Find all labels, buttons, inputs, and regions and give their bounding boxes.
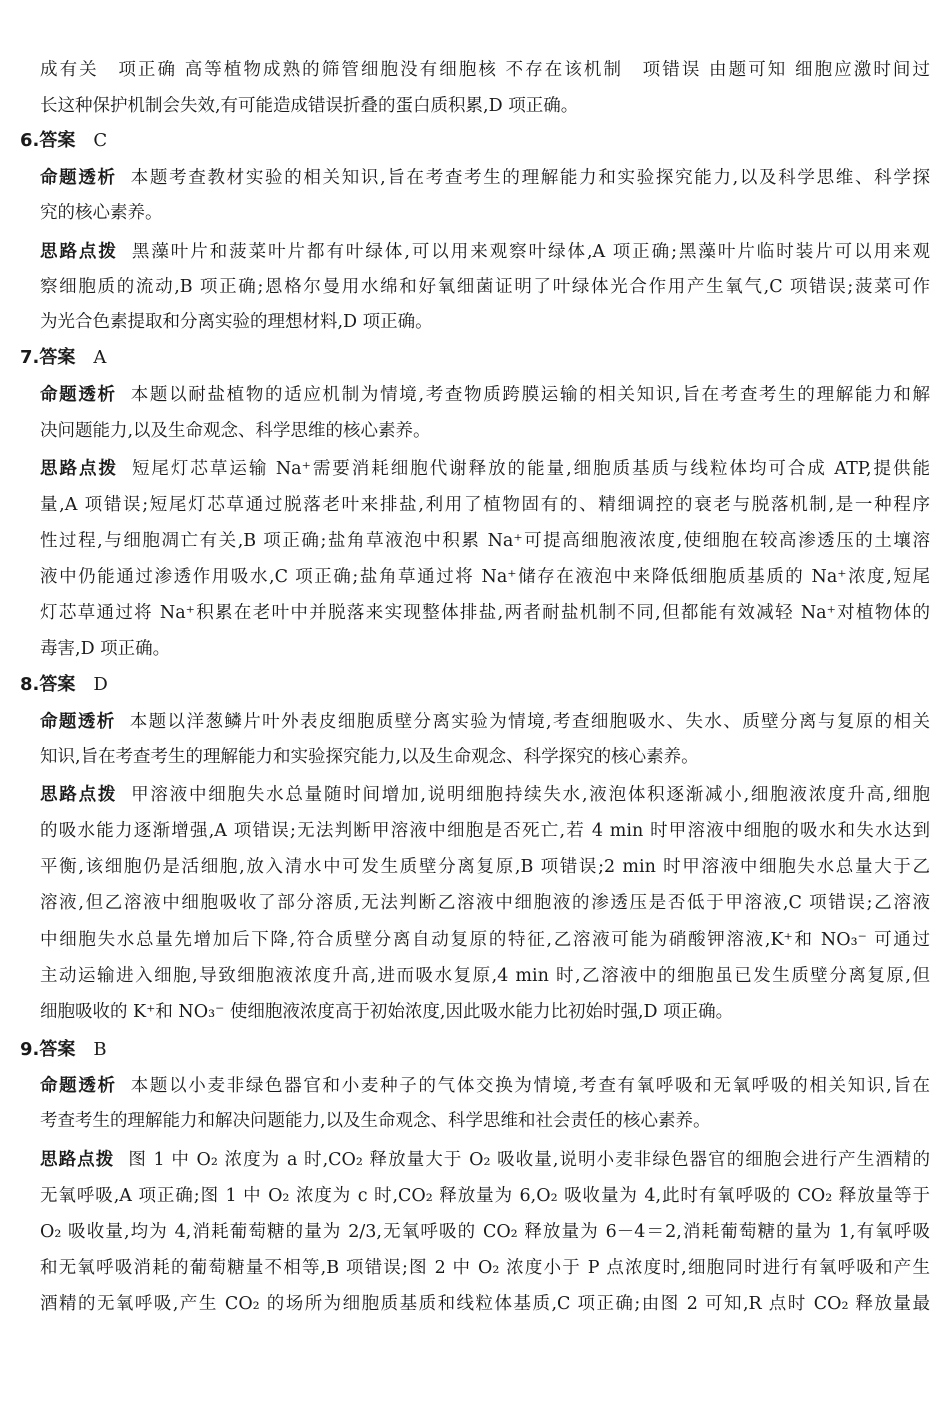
answer-value: B <box>93 1039 107 1060</box>
analysis-text: 本题以洋葱鳞片叶外表皮细胞质壁分离实验为情境,考查细胞吸水、失水、质壁分离与复原的相关 <box>129 712 930 732</box>
question-number: 8. <box>20 674 40 695</box>
hint-line: 为光合色素提取和分离实验的理想材料,D 项正确。 <box>40 312 433 332</box>
answer-value: A <box>93 347 107 368</box>
hint-label: 思路点拨 <box>40 1150 115 1170</box>
answer-label: 答案 <box>39 347 76 368</box>
answer-label: 答案 <box>39 674 76 695</box>
answer-label: 答案 <box>39 130 76 151</box>
hint-line <box>40 240 930 266</box>
analysis-label: 命题透析 <box>40 168 117 188</box>
analysis-label: 命题透析 <box>40 385 117 405</box>
hint-line <box>40 1148 930 1174</box>
hint-line: 酒精的无氧呼吸,产生 CO₂ 的场所为细胞质基质和线粒体基质,C 项正确;由图 2 可知,R 点时 CO₂ 释放量最 <box>40 1294 930 1314</box>
hint-text: 甲溶液中细胞失水总量随时间增加,说明细胞持续失水,液泡体积逐渐减小,细胞液浓度升高,细胞 <box>131 785 930 805</box>
hint-line: 察细胞质的流动,B 项正确;恩格尔曼用水绵和好氧细菌证明了叶绿体光合作用产生氧气,C 项错误;菠菜可作 <box>40 277 930 297</box>
hint-line: 细胞吸收的 K⁺和 NO₃⁻ 使细胞液浓度高于初始浓度,因此吸水能力比初始时强,D 项正确。 <box>40 1002 734 1022</box>
hint-line: 性过程,与细胞凋亡有关,B 项正确;盐角草液泡中积累 Na⁺可提高细胞液浓度,使细胞在较高渗透压的土壤溶 <box>40 531 930 551</box>
analysis-line <box>40 166 930 192</box>
hint-line: 液中仍能通过渗透作用吸水,C 项正确;盐角草通过将 Na⁺储存在液泡中来降低细胞质基质的 Na⁺浓度,短尾 <box>40 567 930 587</box>
hint-label: 思路点拨 <box>40 459 118 479</box>
analysis-label: 命题透析 <box>40 1076 117 1096</box>
hint-line: 无氧呼吸,A 项正确;图 1 中 O₂ 浓度为 c 时,CO₂ 释放量为 6,O₂ 吸收量为 4,此时有氧呼吸的 CO₂ 释放量等于 <box>40 1186 930 1206</box>
hint-line: 中细胞失水总量先增加后下降,符合质壁分离自动复原的特征,乙溶液可能为硝酸钾溶液,K⁺和 NO₃⁻ 可通过 <box>40 930 930 950</box>
hint-line: 溶液,但乙溶液中细胞吸收了部分溶质,无法判断乙溶液中细胞液的渗透压是否低于甲溶液,C 项错误;乙溶液 <box>40 893 930 913</box>
analysis-line: 究的核心素养。 <box>40 203 163 223</box>
question-9-header <box>20 1038 107 1062</box>
answer-label: 答案 <box>39 1039 76 1060</box>
question-number: 9. <box>20 1039 40 1060</box>
hint-line: 主动运输进入细胞,导致细胞液浓度升高,进而吸水复原,4 min 时,乙溶液中的细胞虽已发生质壁分离复原,但 <box>40 966 930 986</box>
question-8-header <box>20 673 108 697</box>
text-line: 成有关 项正确 高等植物成熟的筛管细胞没有细胞核 不存在该机制 项错误 由题可知 细胞应激时间过 <box>40 60 930 80</box>
analysis-line <box>40 1074 930 1100</box>
hint-line: 和无氧呼吸消耗的葡萄糖量不相等,B 项错误;图 2 中 O₂ 浓度小于 P 点浓度时,细胞同时进行有氧呼吸和产生 <box>40 1258 930 1278</box>
analysis-line <box>40 710 930 736</box>
analysis-text: 本题以小麦非绿色器官和小麦种子的气体交换为情境,考查有氧呼吸和无氧呼吸的相关知识,旨在 <box>130 1076 930 1096</box>
analysis-line: 决问题能力,以及生命观念、科学思维的核心素养。 <box>40 421 431 441</box>
analysis-line: 考查考生的理解能力和解决问题能力,以及生命观念、科学思维和社会责任的核心素养。 <box>40 1111 711 1131</box>
question-7-header <box>20 346 106 370</box>
hint-label: 思路点拨 <box>40 242 118 262</box>
analysis-label: 命题透析 <box>40 712 116 732</box>
hint-line: 的吸水能力逐渐增强,A 项错误;无法判断甲溶液中细胞是否死亡,若 4 min 时甲溶液中细胞的吸水和失水达到 <box>40 821 930 841</box>
analysis-line: 知识,旨在考查考生的理解能力和实验探究能力,以及生命观念、科学探究的核心素养。 <box>40 747 699 767</box>
question-number: 6. <box>20 130 40 151</box>
hint-text: 图 1 中 O₂ 浓度为 a 时,CO₂ 释放量大于 O₂ 吸收量,说明小麦非绿色器官的细胞会进行产生酒精的 <box>128 1150 930 1170</box>
hint-text: 短尾灯芯草运输 Na⁺需要消耗细胞代谢释放的能量,细胞质基质与线粒体均可合成 ATP,提供能 <box>131 459 930 479</box>
hint-text: 黑藻叶片和菠菜叶片都有叶绿体,可以用来观察叶绿体,A 项正确;黑藻叶片临时装片可以用来观 <box>131 242 930 262</box>
analysis-text: 本题以耐盐植物的适应机制为情境,考查物质跨膜运输的相关知识,旨在考查考生的理解能力和解 <box>130 385 930 405</box>
hint-line <box>40 783 930 809</box>
hint-line: 平衡,该细胞仍是活细胞,放入清水中可发生质壁分离复原,B 项错误;2 min 时甲溶液中细胞失水总量大于乙 <box>40 857 930 877</box>
analysis-line <box>40 383 930 409</box>
answer-value: D <box>93 674 108 695</box>
question-number: 7. <box>20 347 40 368</box>
answer-value: C <box>93 130 108 151</box>
hint-line: 量,A 项错误;短尾灯芯草通过脱落老叶来排盐,利用了植物固有的、精细调控的衰老与脱落机制,是一种程序 <box>40 495 930 515</box>
question-6-header <box>20 129 107 153</box>
hint-line: O₂ 吸收量,均为 4,消耗葡萄糖的量为 2/3,无氧呼吸的 CO₂ 释放量为 6－4＝2,消耗葡萄糖的量为 1,有氧呼吸 <box>40 1222 930 1242</box>
hint-label: 思路点拨 <box>40 785 118 805</box>
analysis-text: 本题考查教材实验的相关知识,旨在考查考生的理解能力和实验探究能力,以及科学思维、科学探 <box>130 168 930 188</box>
hint-line: 灯芯草通过将 Na⁺积累在老叶中并脱落来实现整体排盐,两者耐盐机制不同,但都能有效减轻 Na⁺对植物体的 <box>40 603 930 623</box>
text-line: 长这种保护机制会失效,有可能造成错误折叠的蛋白质积累,D 项正确。 <box>40 96 579 116</box>
hint-line: 毒害,D 项正确。 <box>40 639 171 659</box>
hint-line <box>40 457 930 483</box>
